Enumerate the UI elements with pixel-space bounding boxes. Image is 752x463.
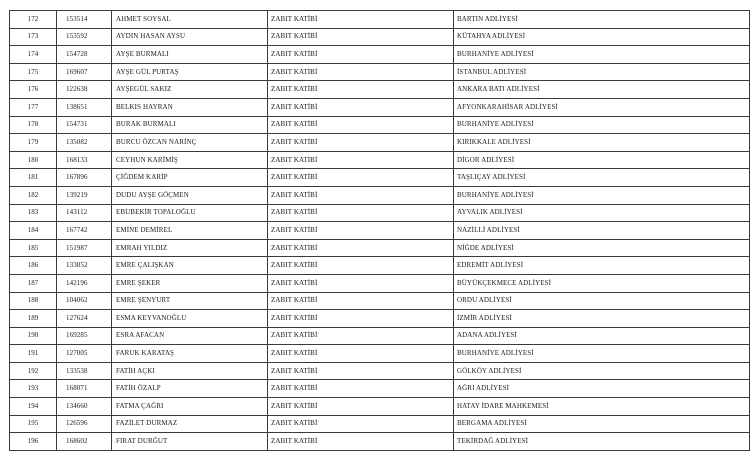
- person-name-cell: EMRE ŞENYURT: [112, 292, 268, 310]
- registry-number-cell: 167896: [57, 169, 112, 187]
- job-title-cell: ZABIT KATİBİ: [268, 433, 454, 451]
- job-title-cell: ZABIT KATİBİ: [268, 257, 454, 275]
- table-row: [10, 169, 750, 187]
- row-number-cell: 192: [10, 362, 57, 380]
- courthouse-cell: EDREMİT ADLİYESİ: [454, 257, 750, 275]
- table-row: [10, 186, 750, 204]
- registry-number-cell: 138651: [57, 98, 112, 116]
- job-title-cell: ZABIT KATİBİ: [268, 116, 454, 134]
- table-row: [10, 116, 750, 134]
- row-number-cell: 177: [10, 98, 57, 116]
- registry-number-cell: 169285: [57, 327, 112, 345]
- row-number-cell: 173: [10, 28, 57, 46]
- job-title-cell: ZABIT KATİBİ: [268, 398, 454, 416]
- person-name-cell: FATİH ÖZALP: [112, 380, 268, 398]
- person-name-cell: AHMET SOYSAL: [112, 11, 268, 29]
- person-name-cell: FATMA ÇAĞRI: [112, 398, 268, 416]
- person-name-cell: EMRE ŞEKER: [112, 274, 268, 292]
- job-title-cell: ZABIT KATİBİ: [268, 28, 454, 46]
- registry-number-cell: 139219: [57, 186, 112, 204]
- row-number-cell: 193: [10, 380, 57, 398]
- job-title-cell: ZABIT KATİBİ: [268, 362, 454, 380]
- registry-number-cell: 133538: [57, 362, 112, 380]
- registry-number-cell: 168071: [57, 380, 112, 398]
- courthouse-cell: AĞRI ADLİYESİ: [454, 380, 750, 398]
- registry-number-cell: 153514: [57, 11, 112, 29]
- row-number-cell: 178: [10, 116, 57, 134]
- courthouse-cell: İSTANBUL ADLİYESİ: [454, 63, 750, 81]
- registry-number-cell: 133852: [57, 257, 112, 275]
- person-name-cell: CEYHUN KARİMİŞ: [112, 151, 268, 169]
- table-row: [10, 63, 750, 81]
- courthouse-cell: AYVALIK ADLİYESİ: [454, 204, 750, 222]
- row-number-cell: 184: [10, 222, 57, 240]
- person-name-cell: ESMA KEYVANOĞLU: [112, 310, 268, 328]
- job-title-cell: ZABIT KATİBİ: [268, 169, 454, 187]
- person-name-cell: ÇİĞDEM KARİP: [112, 169, 268, 187]
- courthouse-cell: TEKİRDAĞ ADLİYESİ: [454, 433, 750, 451]
- registry-number-cell: 168602: [57, 433, 112, 451]
- job-title-cell: ZABIT KATİBİ: [268, 310, 454, 328]
- registry-number-cell: 122638: [57, 81, 112, 99]
- person-name-cell: EBUBEKİR TOPALOĞLU: [112, 204, 268, 222]
- table-row: [10, 362, 750, 380]
- registry-number-cell: 104062: [57, 292, 112, 310]
- row-number-cell: 183: [10, 204, 57, 222]
- row-number-cell: 180: [10, 151, 57, 169]
- job-title-cell: ZABIT KATİBİ: [268, 345, 454, 363]
- courthouse-cell: GÖLKÖY ADLİYESİ: [454, 362, 750, 380]
- row-number-cell: 194: [10, 398, 57, 416]
- courthouse-cell: ORDU ADLİYESİ: [454, 292, 750, 310]
- registry-number-cell: 154728: [57, 46, 112, 64]
- courthouse-cell: KIRIKKALE ADLİYESİ: [454, 134, 750, 152]
- person-name-cell: DUDU AYŞE GÖÇMEN: [112, 186, 268, 204]
- registry-number-cell: 134660: [57, 398, 112, 416]
- registry-number-cell: 135082: [57, 134, 112, 152]
- row-number-cell: 185: [10, 239, 57, 257]
- row-number-cell: 172: [10, 11, 57, 29]
- row-number-cell: 186: [10, 257, 57, 275]
- registry-number-cell: 142196: [57, 274, 112, 292]
- job-title-cell: ZABIT KATİBİ: [268, 11, 454, 29]
- table-row: [10, 345, 750, 363]
- row-number-cell: 175: [10, 63, 57, 81]
- row-number-cell: 176: [10, 81, 57, 99]
- registry-number-cell: 151987: [57, 239, 112, 257]
- courthouse-cell: KÜTAHYA ADLİYESİ: [454, 28, 750, 46]
- person-name-cell: ESRA AFACAN: [112, 327, 268, 345]
- job-title-cell: ZABIT KATİBİ: [268, 98, 454, 116]
- job-title-cell: ZABIT KATİBİ: [268, 415, 454, 433]
- personnel-table: [9, 10, 750, 451]
- table-row: [10, 204, 750, 222]
- person-name-cell: AYŞE BURMALI: [112, 46, 268, 64]
- table-row: [10, 98, 750, 116]
- job-title-cell: ZABIT KATİBİ: [268, 239, 454, 257]
- registry-number-cell: 169607: [57, 63, 112, 81]
- registry-number-cell: 154731: [57, 116, 112, 134]
- courthouse-cell: İZMİR ADLİYESİ: [454, 310, 750, 328]
- row-number-cell: 190: [10, 327, 57, 345]
- row-number-cell: 195: [10, 415, 57, 433]
- table-row: [10, 151, 750, 169]
- person-name-cell: EMRE ÇALIŞKAN: [112, 257, 268, 275]
- row-number-cell: 182: [10, 186, 57, 204]
- courthouse-cell: NİĞDE ADLİYESİ: [454, 239, 750, 257]
- row-number-cell: 188: [10, 292, 57, 310]
- table-row: [10, 81, 750, 99]
- row-number-cell: 187: [10, 274, 57, 292]
- person-name-cell: FARUK KARATAŞ: [112, 345, 268, 363]
- person-name-cell: FIRAT DURĞUT: [112, 433, 268, 451]
- row-number-cell: 196: [10, 433, 57, 451]
- job-title-cell: ZABIT KATİBİ: [268, 186, 454, 204]
- table-row: [10, 398, 750, 416]
- registry-number-cell: 167742: [57, 222, 112, 240]
- person-name-cell: FATİH AÇKI: [112, 362, 268, 380]
- personnel-table-body: [10, 11, 750, 451]
- job-title-cell: ZABIT KATİBİ: [268, 46, 454, 64]
- table-row: [10, 274, 750, 292]
- courthouse-cell: BURHANİYE ADLİYESİ: [454, 345, 750, 363]
- job-title-cell: ZABIT KATİBİ: [268, 380, 454, 398]
- table-row: [10, 292, 750, 310]
- registry-number-cell: 143112: [57, 204, 112, 222]
- job-title-cell: ZABIT KATİBİ: [268, 292, 454, 310]
- table-row: [10, 28, 750, 46]
- row-number-cell: 174: [10, 46, 57, 64]
- registry-number-cell: 127624: [57, 310, 112, 328]
- courthouse-cell: BURHANİYE ADLİYESİ: [454, 46, 750, 64]
- courthouse-cell: HATAY İDARE MAHKEMESİ: [454, 398, 750, 416]
- person-name-cell: BURAK BURMALI: [112, 116, 268, 134]
- table-row: [10, 239, 750, 257]
- row-number-cell: 181: [10, 169, 57, 187]
- registry-number-cell: 127005: [57, 345, 112, 363]
- courthouse-cell: ADANA ADLİYESİ: [454, 327, 750, 345]
- courthouse-cell: BERGAMA ADLİYESİ: [454, 415, 750, 433]
- registry-number-cell: 126596: [57, 415, 112, 433]
- person-name-cell: EMİNE DEMİREL: [112, 222, 268, 240]
- courthouse-cell: BURHANİYE ADLİYESİ: [454, 186, 750, 204]
- job-title-cell: ZABIT KATİBİ: [268, 274, 454, 292]
- row-number-cell: 189: [10, 310, 57, 328]
- registry-number-cell: 168133: [57, 151, 112, 169]
- job-title-cell: ZABIT KATİBİ: [268, 134, 454, 152]
- courthouse-cell: BURHANİYE ADLİYESİ: [454, 116, 750, 134]
- registry-number-cell: 153592: [57, 28, 112, 46]
- courthouse-cell: TAŞLIÇAY ADLİYESİ: [454, 169, 750, 187]
- table-row: [10, 380, 750, 398]
- person-name-cell: EMRAH YILDIZ: [112, 239, 268, 257]
- table-row: [10, 134, 750, 152]
- courthouse-cell: DİGOR ADLİYESİ: [454, 151, 750, 169]
- job-title-cell: ZABIT KATİBİ: [268, 63, 454, 81]
- job-title-cell: ZABIT KATİBİ: [268, 81, 454, 99]
- job-title-cell: ZABIT KATİBİ: [268, 151, 454, 169]
- table-row: [10, 222, 750, 240]
- job-title-cell: ZABIT KATİBİ: [268, 327, 454, 345]
- table-row: [10, 433, 750, 451]
- courthouse-cell: BÜYÜKÇEKMECE ADLİYESİ: [454, 274, 750, 292]
- job-title-cell: ZABIT KATİBİ: [268, 204, 454, 222]
- table-row: [10, 11, 750, 29]
- person-name-cell: AYŞEGÜL SAKIZ: [112, 81, 268, 99]
- table-row: [10, 257, 750, 275]
- person-name-cell: FAZİLET DURMAZ: [112, 415, 268, 433]
- job-title-cell: ZABIT KATİBİ: [268, 222, 454, 240]
- person-name-cell: AYDIN HASAN AYSU: [112, 28, 268, 46]
- table-row: [10, 46, 750, 64]
- person-name-cell: BURCU ÖZCAN NARİNÇ: [112, 134, 268, 152]
- person-name-cell: BELKIS HAYRAN: [112, 98, 268, 116]
- table-row: [10, 310, 750, 328]
- row-number-cell: 191: [10, 345, 57, 363]
- table-row: [10, 327, 750, 345]
- row-number-cell: 179: [10, 134, 57, 152]
- courthouse-cell: BARTIN ADLİYESİ: [454, 11, 750, 29]
- courthouse-cell: NAZİLLİ ADLİYESİ: [454, 222, 750, 240]
- table-row: [10, 415, 750, 433]
- person-name-cell: AYŞE GÜL PURTAŞ: [112, 63, 268, 81]
- courthouse-cell: ANKARA BATI ADLİYESİ: [454, 81, 750, 99]
- courthouse-cell: AFYONKARAHİSAR ADLİYESİ: [454, 98, 750, 116]
